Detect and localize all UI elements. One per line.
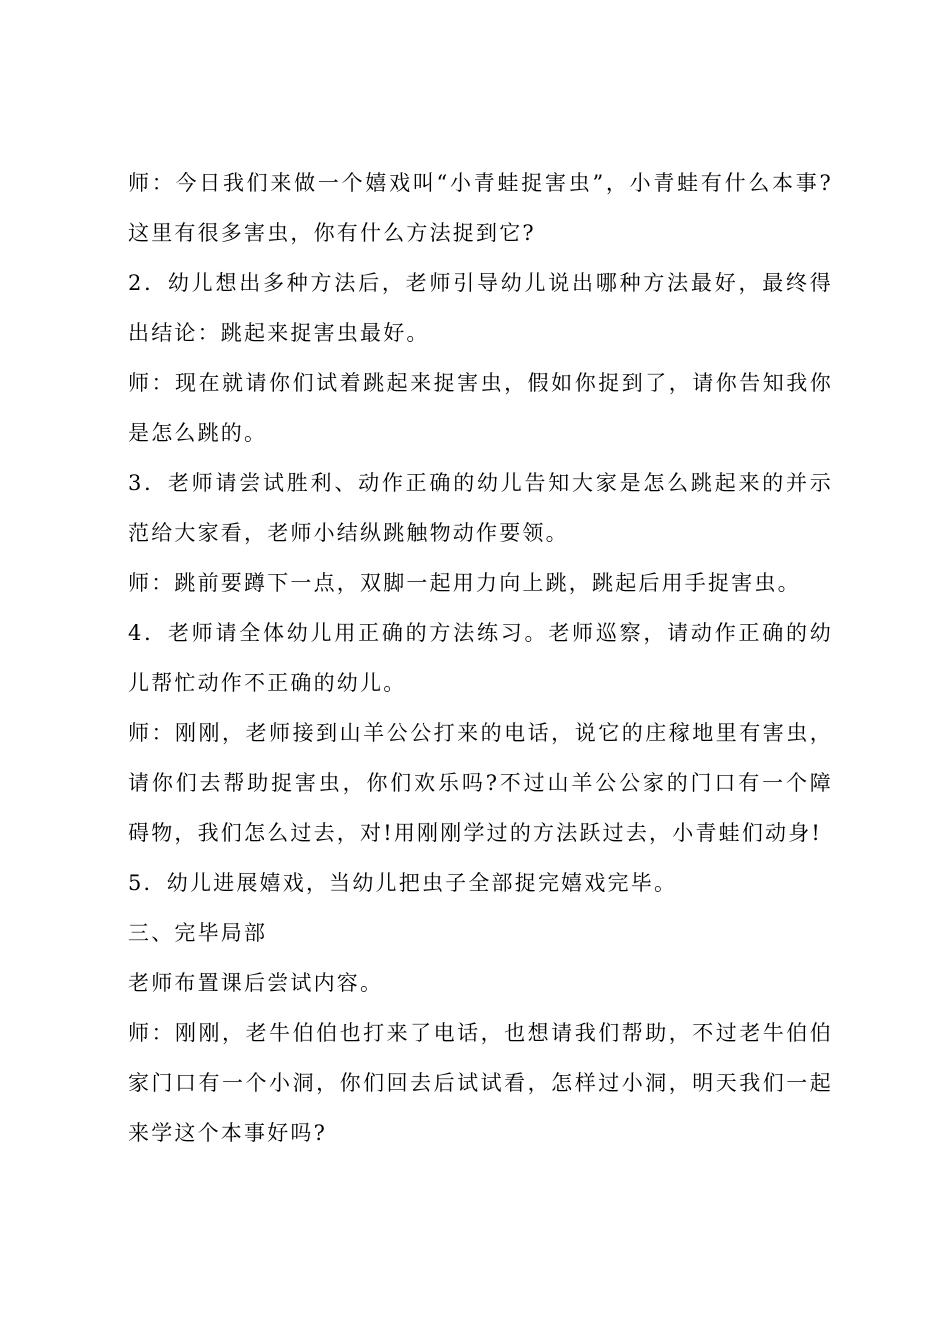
- paragraph-teacher-game-intro: 师：今日我们来做一个嬉戏叫“小青蛙捉害虫”，小青蛙有什么本事?这里有很多害虫，你有什么方法捉到它?: [128, 171, 833, 245]
- paragraph-step-5: 5．幼儿进展嬉戏，当幼儿把虫子全部捉完嬉戏完毕。: [128, 871, 678, 895]
- paragraph-step-2: 2．幼儿想出多种方法后，老师引导幼儿说出哪种方法最好，最终得出结论：跳起来捉害虫最好。: [128, 271, 833, 345]
- paragraph-step-3: 3．老师请尝试胜利、动作正确的幼儿告知大家是怎么跳起来的并示范给大家看，老师小结纵跳触物动作要领。: [128, 471, 833, 545]
- document-body: [128, 158, 833, 1158]
- paragraph-teacher-goat-call: 师：刚刚，老师接到山羊公公打来的电话，说它的庄稼地里有害虫，请你们去帮助捉害虫，你们欢乐吗?不过山羊公公家的门口有一个障碍物，我们怎么过去，对!用刚刚学过的方法跃过去，小青蛙们动身!: [128, 721, 833, 845]
- paragraph-teacher-jump-tips: 师：跳前要蹲下一点，双脚一起用力向上跳，跳起后用手捉害虫。: [128, 571, 801, 595]
- paragraph-step-4: 4．老师请全体幼儿用正确的方法练习。老师巡察，请动作正确的幼儿帮忙动作不正确的幼儿。: [128, 621, 833, 695]
- paragraph-teacher-try-jump: 师：现在就请你们试着跳起来捉害虫，假如你捉到了，请你告知我你是怎么跳的。: [128, 371, 833, 445]
- paragraph-teacher-ox-call: 师：刚刚，老牛伯伯也打来了电话，也想请我们帮助，不过老牛伯伯家门口有一个小洞，你们回去后试试看，怎样过小洞，明天我们一起来学这个本事好吗?: [128, 1021, 833, 1145]
- paragraph-homework: 老师布置课后尝试内容。: [128, 971, 384, 995]
- section-heading-ending: 三、完毕局部: [128, 921, 268, 945]
